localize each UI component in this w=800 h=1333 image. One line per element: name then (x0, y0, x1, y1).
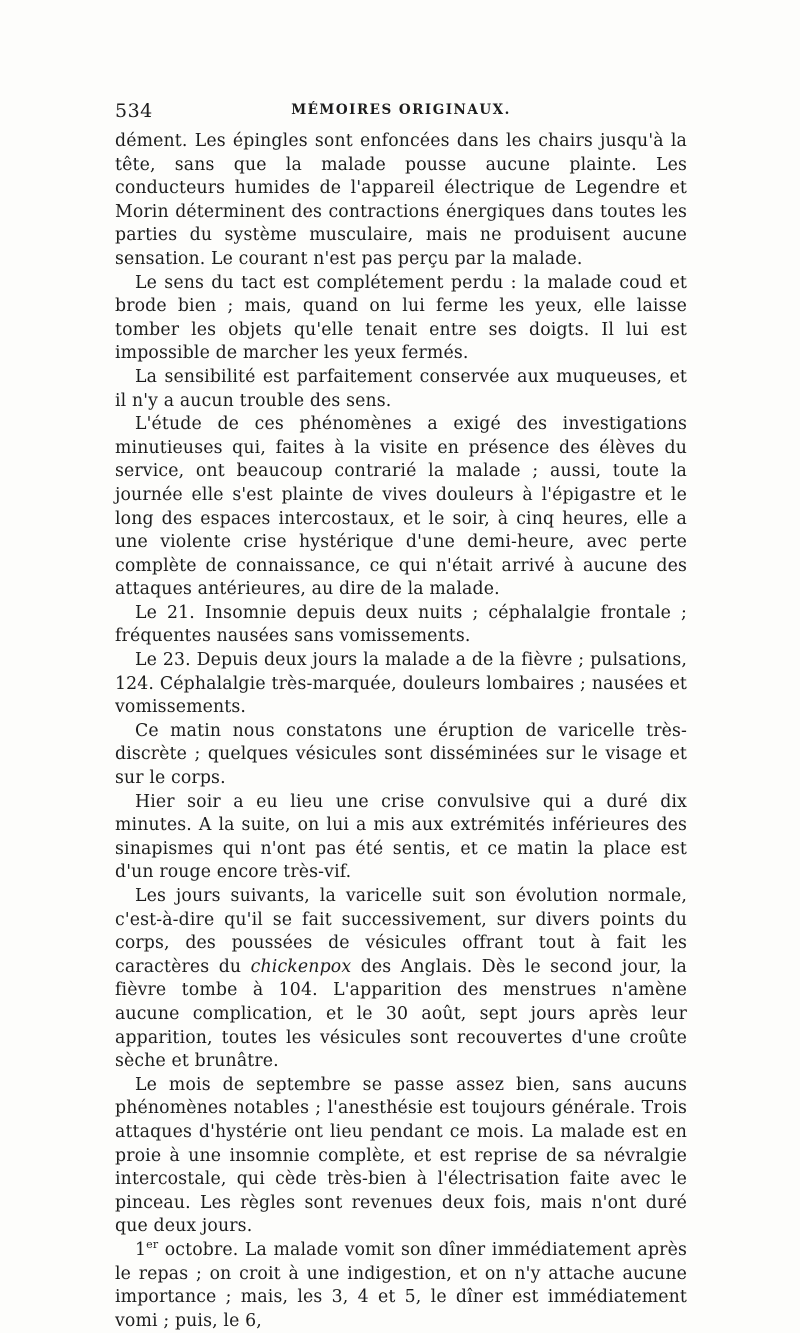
book-page (115, 100, 687, 1331)
ordinal-number: 1 (135, 1239, 147, 1260)
paragraph-text: Les jours suivants, la varicelle suit son évolution normale, c'est-à-dire qu'il se fait successivement, sur divers points du corps, des poussées de vésicules offrant tout à fait les caractères du (115, 886, 687, 977)
paragraph: Le 23. Depuis deux jours la malade a de la fièvre ; pulsations, 124. Céphalalgie très-marquée, douleurs lombaires ; nausées et vomissements. (115, 650, 687, 718)
page-number: 534 (115, 100, 153, 122)
paragraph: Le sens du tact est complétement perdu : la malade coud et brode bien ; mais, quand on lui ferme les yeux, elle laisse tomber les objets qu'elle tenait entre ses doigts. Il lui est impossible de marcher les yeux fermés. (115, 272, 687, 364)
paragraph (115, 885, 687, 1074)
paragraph-text: des Anglais. Dès le second jour, la fièvre tombe à 104. L'apparition des menstrues n'amène aucune complication, et le 30 août, sept jours après leur apparition, toutes les vésicules sont recouvertes d'une croûte sèche et brunâtre. (115, 956, 687, 1072)
paragraph: L'étude de ces phénomènes a exigé des investigations minutieuses qui, faites à la visite en présence des élèves du service, ont beaucoup contrarié la malade ; aussi, toute la journée elle s'est plainte de vives douleurs à l'épigastre et le long des espaces intercostaux, et le soir, à cinq heures, elle a une violente crise hystérique d'une demi-heure, avec perte complète de connaissance, ce qui n'était arrivé à aucune des attaques antérieures, au dire de la malade. (115, 414, 687, 600)
paragraph: Ce matin nous constatons une éruption de varicelle très-discrète ; quelques vésicules sont disséminées sur le visage et sur le corps. (115, 720, 687, 789)
paragraph: Hier soir a eu lieu une crise convulsive qui a duré dix minutes. A la suite, on lui a mis aux extrémités inférieures des sinapismes qui n'ont pas été sentis, et ce matin la place est d'un rouge encore très-vif. (115, 791, 687, 883)
paragraph: Le mois de septembre se passe assez bien, sans aucuns phénomènes notables ; l'anesthésie est toujours générale. Trois attaques d'hystérie ont lieu pendant ce mois. La malade est en proie à une insomnie complète, et est reprise de sa névralgie intercostale, qui cède très-bien à l'électrisation faite avec le pinceau. Les règles sont revenues deux fois, mais n'ont duré que deux jours. (115, 1074, 687, 1237)
body-text (115, 130, 687, 1333)
running-head (115, 100, 687, 126)
italic-term: chickenpox (250, 956, 352, 977)
ordinal-suffix: er (146, 1238, 159, 1252)
running-title: MÉMOIRES ORIGINAUX. (291, 102, 511, 118)
paragraph: La sensibilité est parfaitement conservée aux muqueuses, et il n'y a aucun trouble des sens. (115, 366, 687, 411)
paragraph (115, 1239, 687, 1333)
paragraph: Le 21. Insomnie depuis deux nuits ; céphalalgie frontale ; fréquentes nausées sans vomissements. (115, 602, 687, 647)
paragraph: dément. Les épingles sont enfoncées dans les chairs jusqu'à la tête, sans que la malade pousse aucune plainte. Les conducteurs humides de l'appareil électrique de Legendre et Morin déterminent des contractions énergiques dans toutes les parties du système musculaire, mais ne produisent aucune sensation. Le courant n'est pas perçu par la malade. (115, 131, 687, 269)
paragraph-text: octobre. La malade vomit son dîner immédiatement après le repas ; on croit à une indigestion, et on n'y attache aucune importance ; mais, les 3, 4 et 5, le dîner est immédiatement vomi ; puis, le 6, (115, 1239, 687, 1331)
